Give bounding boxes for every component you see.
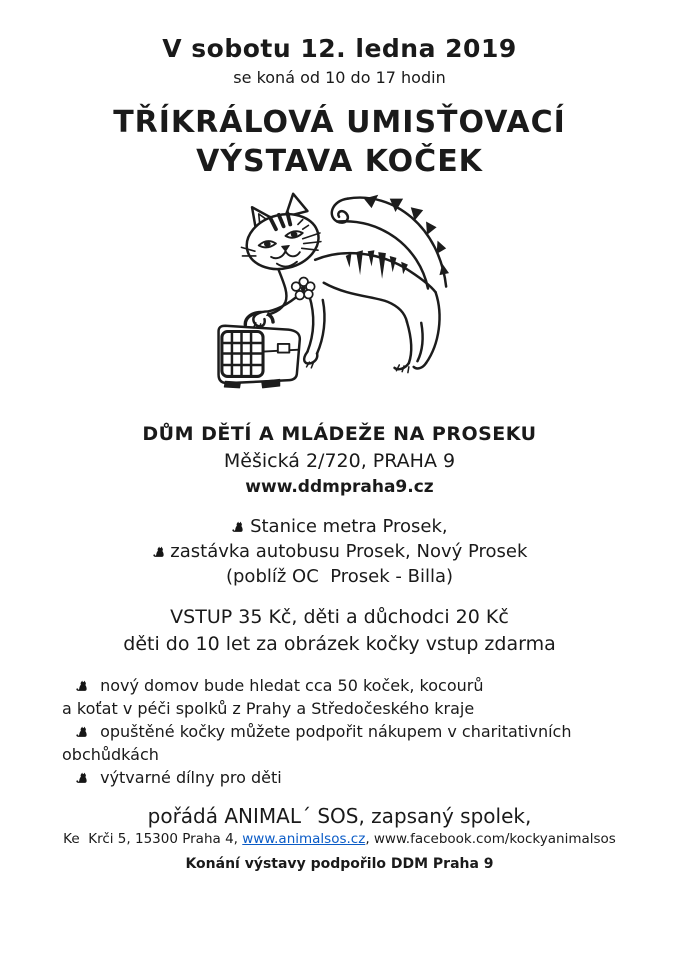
organizer-address-line (0, 831, 679, 847)
event-time: se koná od 10 do 17 hodin (233, 68, 446, 87)
venue-name: DŮM DĚTÍ A MLÁDEŽE NA PROSEKU (142, 423, 537, 445)
organizer-address-prefix: Ke Krči 5, 15300 Praha 4, (63, 831, 243, 848)
poster-title-line1: TŘÍKRÁLOVÁ UMISŤOVACÍ (113, 105, 566, 140)
organizer-line: pořádá ANIMAL´ SOS, zapsaný spolek, (147, 804, 532, 829)
poster-title (0, 103, 679, 181)
cat-silhouette-icon (75, 725, 88, 738)
transport-bus-text: zastávka autobusu Prosek, Nový Prosek (170, 541, 528, 563)
highlights-list (0, 674, 679, 790)
transport-metro-line (0, 514, 679, 539)
support-line: Konání výstavy podpořilo DDM Praha 9 (185, 856, 494, 873)
event-date: V sobotu 12. ledna 2019 (162, 34, 517, 63)
cat-with-carrier-illustration (187, 185, 493, 413)
admission-info (0, 604, 679, 658)
footer (0, 804, 679, 872)
list-item-text: nový domov bude hledat cca 50 koček, kocourů (100, 675, 484, 695)
admission-free-note: děti do 10 let za obrázek kočky vstup zdarma (123, 632, 556, 655)
transport-bus-line (0, 539, 679, 564)
admission-prices: VSTUP 35 Kč, děti a důchodci 20 Kč (170, 605, 509, 628)
list-item (62, 720, 655, 766)
cat-silhouette-icon (75, 679, 88, 692)
venue-address: Měšická 2/720, PRAHA 9 (223, 450, 456, 472)
cat-silhouette-icon (75, 771, 88, 784)
cat-silhouette-icon (152, 545, 165, 558)
transport-info (0, 514, 679, 590)
list-item (62, 766, 655, 789)
cat-silhouette-icon (231, 520, 244, 533)
cat-tail (331, 198, 445, 289)
cat-illustration-container (0, 185, 679, 417)
list-item-text: výtvarné dílny pro děti (100, 768, 282, 788)
list-item-continuation: a koťat v péči spolků z Prahy a Středočeského kraje (62, 698, 475, 718)
list-item-text: opuštěné kočky můžete podpořit nákupem v charitativních obchůdkách (62, 721, 572, 765)
organizer-address-suffix: , www.facebook.com/kockyanimalsos (365, 831, 616, 848)
flower-decoration (291, 277, 314, 299)
cat-head (240, 194, 323, 277)
transport-metro-text: Stanice metra Prosek, (250, 516, 448, 537)
poster-title-line2: VÝSTAVA KOČEK (196, 144, 483, 179)
transport-note: (poblíž OC Prosek - Billa) (225, 566, 453, 588)
venue-website: www.ddmpraha9.cz (245, 477, 434, 497)
list-item (62, 674, 655, 697)
animalsos-website-link[interactable]: www.animalsos.cz (242, 831, 366, 848)
